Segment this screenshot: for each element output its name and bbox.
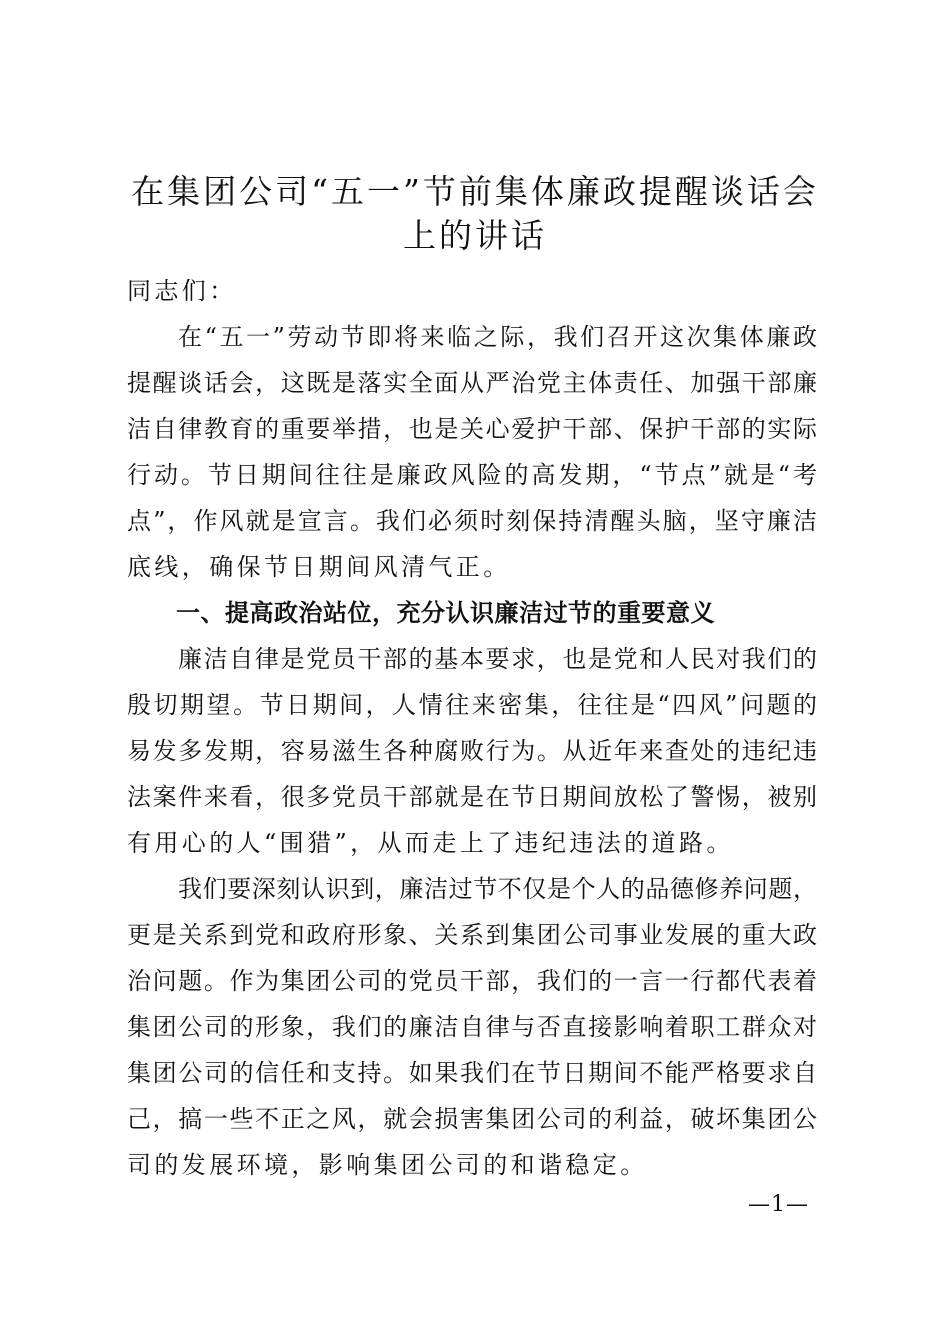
paragraph-line: 洁自律教育的重要举措，也是关心爱护干部、保护干部的实际 <box>127 415 817 443</box>
paragraph-line: 集团公司的形象，我们的廉洁自律与否直接影响着职工群众对 <box>127 1013 817 1041</box>
document-title-line-1: 在集团公司“五一”节前集体廉政提醒谈话会 <box>131 172 819 211</box>
salutation: 同志们： <box>127 277 237 305</box>
paragraph-line: 在“五一”劳动节即将来临之际，我们召开这次集体廉政 <box>178 323 817 351</box>
paragraph-line: 集团公司的信任和支持。如果我们在节日期间不能严格要求自 <box>127 1059 817 1087</box>
paragraph-line: 点”，作风就是宣言。我们必须时刻保持清醒头脑，坚守廉洁 <box>127 507 817 535</box>
paragraph-line: 司的发展环境，影响集团公司的和谐稳定。 <box>127 1151 648 1179</box>
document-title-line-2: 上的讲话 <box>403 216 547 255</box>
paragraph-line: 殷切期望。节日期间，人情往来密集，往往是“四风”问题的 <box>127 691 817 719</box>
page-number: —1— <box>748 1192 809 1217</box>
paragraph-line: 己，搞一些不正之风，就会损害集团公司的利益，破坏集团公 <box>127 1105 817 1133</box>
paragraph-line: 提醒谈话会，这既是落实全面从严治党主体责任、加强干部廉 <box>127 369 817 397</box>
paragraph-line: 廉洁自律是党员干部的基本要求，也是党和人民对我们的 <box>178 645 817 673</box>
paragraph-line: 底线，确保节日期间风清气正。 <box>127 553 511 581</box>
paragraph-line: 行动。节日期间往往是廉政风险的高发期，“节点”就是“考 <box>127 461 817 489</box>
paragraph-line: 易发多发期，容易滋生各种腐败行为。从近年来查处的违纪违 <box>127 737 817 765</box>
section-heading-1: 一、提高政治站位，充分认识廉洁过节的重要意义 <box>176 599 715 627</box>
paragraph-line: 治问题。作为集团公司的党员干部，我们的一言一行都代表着 <box>127 967 817 995</box>
paragraph-line: 有用心的人“围猎”，从而走上了违纪违法的道路。 <box>127 829 734 857</box>
paragraph-line: 我们要深刻认识到，廉洁过节不仅是个人的品德修养问题， <box>178 875 817 903</box>
paragraph-line: 法案件来看，很多党员干部就是在节日期间放松了警惕，被别 <box>127 783 817 811</box>
paragraph-line: 更是关系到党和政府形象、关系到集团公司事业发展的重大政 <box>127 921 817 949</box>
